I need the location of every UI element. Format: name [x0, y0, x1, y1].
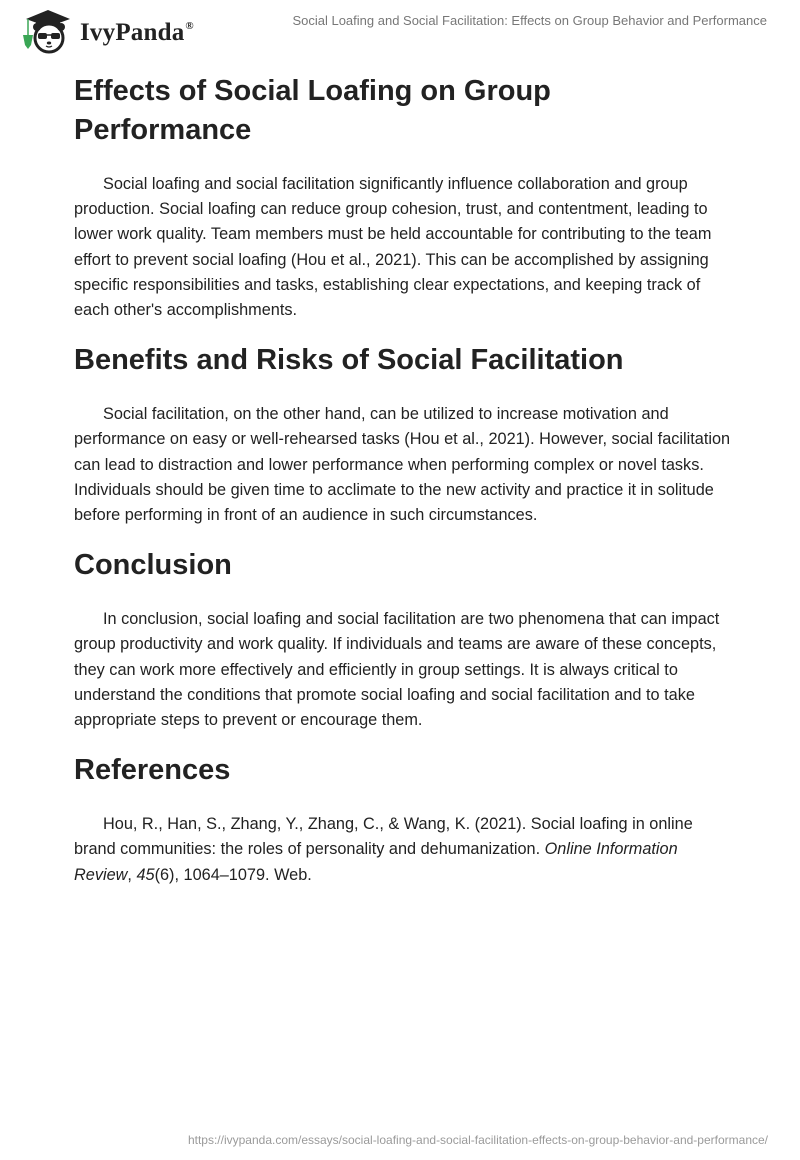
section-heading-conclusion: Conclusion [74, 549, 232, 582]
reference-authors-title: Hou, R., Han, S., Zhang, Y., Zhang, C., & Wang, K. (2021). Social loafing in online brand communities: the roles of personality and dehumanization. [74, 815, 693, 859]
ivypanda-logo[interactable] [18, 6, 194, 54]
section-heading-social-facilitation: Benefits and Risks of Social Facilitation [74, 344, 624, 377]
section-paragraph: Social loafing and social facilitation significantly influence collaboration and group production. Social loafing can reduce group cohesion, trust, and contentment, leading to lower work quality. Team members must be held accountable for contributing to the team effort to prevent social loafing (Hou et al., 2021). This can be accomplished by assigning specific responsibilities and tasks, establishing clear expectations, and keeping track of each other's accomplishments. [74, 175, 712, 320]
footer-source-url[interactable]: https://ivypanda.com/essays/social-loafing-and-social-facilitation-effects-on-group-behavior-and-performance/ [187, 1133, 768, 1147]
essay-content [74, 72, 734, 888]
reference-issue-pages: (6), 1064–1079. Web. [154, 865, 312, 884]
reference-volume: 45 [136, 865, 155, 884]
reference-journal: Online Information Review [74, 840, 678, 884]
running-title: Social Loafing and Social Facilitation: Effects on Group Behavior and Performance [292, 13, 767, 28]
section-heading-social-loafing-effects: Effects of Social Loafing on Group Performance [74, 75, 551, 146]
reference-entry [74, 812, 734, 888]
section-paragraph: In conclusion, social loafing and social facilitation are two phenomena that can impact group productivity and work quality. If individuals and teams are aware of these concepts, they can work more effectively and efficiently in group settings. It is always critical to understand the conditions that promote social loafing and social facilitation and to take appropriate steps to prevent or encourage them. [74, 610, 720, 730]
section-paragraph: Social facilitation, on the other hand, can be utilized to increase motivation and performance on easy or well-rehearsed tasks (Hou et al., 2021). However, social facilitation can lead to distraction and lower performance when performing complex or novel tasks. Individuals should be given time to acclimate to the new activity and practice it in solitude before performing in front of an audience in such circumstances. [74, 405, 731, 525]
logo-brand-name: IvyPanda® [80, 19, 194, 46]
registered-mark: ® [185, 19, 194, 32]
reference-separator: , [127, 865, 137, 884]
page-header [0, 0, 800, 60]
section-heading-references: References [74, 754, 231, 787]
panda-graduate-logo-icon [18, 5, 74, 55]
